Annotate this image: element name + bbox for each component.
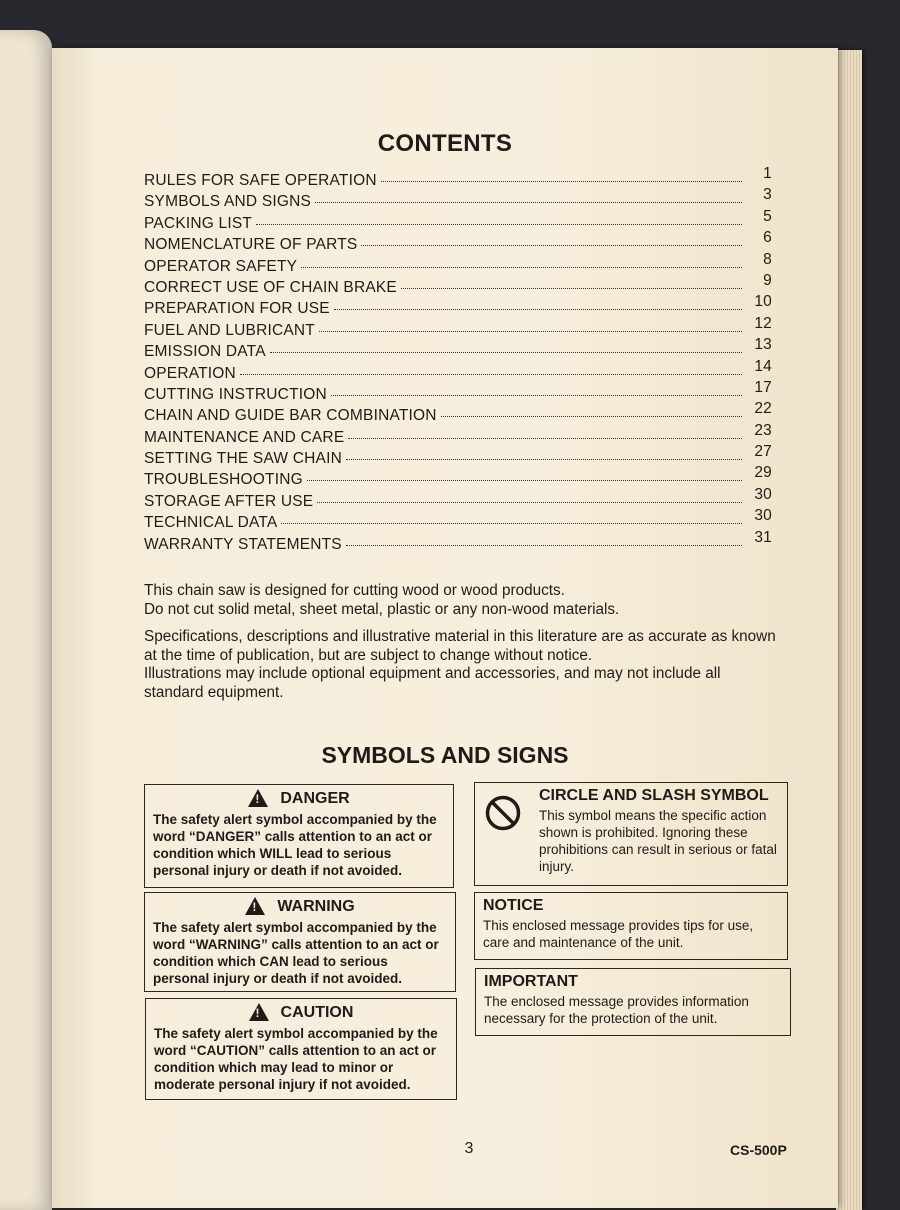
toc-page-number: 1 xyxy=(763,165,772,182)
toc-leader-dots xyxy=(346,459,742,460)
toc-row xyxy=(144,293,772,321)
toc-page-number: 8 xyxy=(763,250,772,268)
toc-label: CUTTING INSTRUCTION xyxy=(144,385,327,403)
toc-label: SYMBOLS AND SIGNS xyxy=(144,193,312,211)
illustrations-text: Illustrations may include optional equipment and accessories, and may not include all standard equipment. xyxy=(144,665,721,701)
safety-alert-icon xyxy=(245,897,265,915)
toc-row xyxy=(144,464,772,492)
warning-heading-text: WARNING xyxy=(277,897,355,915)
toc-leader-dots xyxy=(281,523,742,524)
circle-slash-heading: CIRCLE AND SLASH SYMBOL xyxy=(539,787,769,804)
toc-leader-dots xyxy=(319,331,742,332)
toc-leader-dots xyxy=(346,545,742,546)
toc-page-number: 14 xyxy=(754,357,772,375)
important-box xyxy=(475,968,791,1036)
toc-row xyxy=(144,336,772,364)
toc-page-number: 27 xyxy=(754,443,772,461)
warning-box xyxy=(144,892,456,992)
toc-label: PREPARATION FOR USE xyxy=(144,300,330,318)
toc-row xyxy=(144,443,772,471)
toc-row xyxy=(144,378,772,407)
toc-page-number: 29 xyxy=(754,464,772,482)
toc-leader-dots xyxy=(348,438,742,439)
danger-box xyxy=(144,784,454,888)
specs-text: Specifications, descriptions and illustrative material in this literature are as accurate as known at the time of publication, but are subject to change without notice. xyxy=(144,628,776,664)
toc-row xyxy=(144,400,772,428)
toc-row xyxy=(144,485,772,514)
toc-label: TECHNICAL DATA xyxy=(144,514,278,532)
toc-row xyxy=(144,528,772,557)
toc-leader-dots xyxy=(307,480,742,481)
toc-page-number: 12 xyxy=(754,314,772,332)
notice-box xyxy=(474,892,788,960)
circle-slash-box xyxy=(474,782,788,886)
specs-paragraph xyxy=(144,628,784,702)
danger-text: The safety alert symbol accompanied by the word “DANGER” calls attention to an act or condition which WILL lead to serious personal injury or death if not avoided. xyxy=(153,812,437,878)
toc-leader-dots xyxy=(331,395,742,396)
toc-label: CORRECT USE OF CHAIN BRAKE xyxy=(144,278,397,296)
page-stack-edge xyxy=(836,50,862,1210)
toc-label: WARRANTY STATEMENTS xyxy=(144,535,342,553)
facing-page-edge xyxy=(0,30,52,1210)
toc-label: FUEL AND LUBRICANT xyxy=(144,321,315,339)
toc-row xyxy=(144,357,772,386)
toc-page-number: 23 xyxy=(754,421,772,439)
table-of-contents xyxy=(144,165,772,557)
caution-box xyxy=(145,998,457,1100)
toc-page-number: 30 xyxy=(754,507,772,525)
toc-leader-dots xyxy=(315,202,742,203)
intro-paragraph xyxy=(144,582,784,619)
toc-leader-dots xyxy=(256,224,742,225)
notice-heading: NOTICE xyxy=(483,897,544,914)
toc-label: PACKING LIST xyxy=(144,214,253,232)
safety-alert-icon xyxy=(248,789,268,807)
toc-label: NOMENCLATURE OF PARTS xyxy=(144,236,358,254)
toc-row xyxy=(144,314,772,343)
toc-row xyxy=(144,271,772,300)
toc-page-number: 13 xyxy=(754,336,772,354)
circle-slash-icon xyxy=(485,795,521,831)
toc-label: RULES FOR SAFE OPERATION xyxy=(144,172,377,189)
toc-label: TROUBLESHOOTING xyxy=(144,471,303,489)
toc-leader-dots xyxy=(317,502,742,503)
toc-leader-dots xyxy=(240,374,742,375)
toc-leader-dots xyxy=(270,352,742,353)
toc-page-number: 31 xyxy=(754,528,772,546)
warning-heading xyxy=(153,895,447,917)
toc-label: OPERATOR SAFETY xyxy=(144,257,298,275)
caution-heading-text: CAUTION xyxy=(280,1003,354,1021)
toc-row xyxy=(144,250,772,279)
toc-row xyxy=(144,229,772,257)
toc-page-number: 30 xyxy=(754,485,772,503)
toc-leader-dots xyxy=(301,267,742,268)
toc-leader-dots xyxy=(334,309,742,310)
model-code: CS-500P xyxy=(730,1142,787,1158)
toc-label: OPERATION xyxy=(144,364,236,382)
toc-page-number: 3 xyxy=(763,186,772,204)
notice-text: This enclosed message provides tips for use, care and maintenance of the unit. xyxy=(483,918,754,950)
toc-label: EMISSION DATA xyxy=(144,343,266,361)
toc-page-number: 17 xyxy=(754,378,772,396)
circle-slash-text: This symbol means the specific action shown is prohibited. Ignoring these prohibitions can result in serious or fatal injury. xyxy=(539,808,777,874)
danger-heading xyxy=(153,787,445,809)
toc-page-number: 10 xyxy=(754,293,772,311)
toc-row xyxy=(144,421,772,450)
toc-page-number: 22 xyxy=(754,400,772,418)
toc-label: MAINTENANCE AND CARE xyxy=(144,428,345,446)
toc-page-number: 5 xyxy=(763,207,772,225)
toc-leader-dots xyxy=(401,288,742,289)
caution-text: The safety alert symbol accompanied by the word “CAUTION” calls attention to an act or condition which may lead to minor or moderate personal injury if not avoided. xyxy=(154,1026,438,1092)
danger-heading-text: DANGER xyxy=(280,789,350,807)
toc-label: STORAGE AFTER USE xyxy=(144,492,314,510)
important-text: The enclosed message provides information necessary for the protection of the unit. xyxy=(484,994,749,1026)
warning-text: The safety alert symbol accompanied by the word “WARNING” calls attention to an act or condition which CAN lead to serious personal injury or death if not avoided. xyxy=(153,920,439,986)
toc-label: CHAIN AND GUIDE BAR COMBINATION xyxy=(144,407,437,425)
toc-page-number: 6 xyxy=(763,229,772,247)
toc-label: SETTING THE SAW CHAIN xyxy=(144,450,342,468)
intro-line-1: This chain saw is designed for cutting wood or wood products. xyxy=(144,582,565,599)
caution-heading xyxy=(154,1001,448,1023)
important-heading: IMPORTANT xyxy=(484,973,578,990)
intro-line-2: Do not cut solid metal, sheet metal, plastic or any non-wood materials. xyxy=(144,600,620,618)
toc-leader-dots xyxy=(361,245,742,246)
toc-row xyxy=(144,186,772,214)
safety-alert-icon xyxy=(249,1003,269,1021)
contents-title: CONTENTS xyxy=(377,130,513,157)
toc-page-number: 9 xyxy=(763,271,772,289)
toc-row xyxy=(144,165,772,193)
toc-row xyxy=(144,507,772,535)
toc-leader-dots xyxy=(381,181,742,182)
manual-page xyxy=(52,48,838,1208)
toc-row xyxy=(144,207,772,236)
toc-leader-dots xyxy=(441,416,742,417)
symbols-title: SYMBOLS AND SIGNS xyxy=(321,742,569,768)
page-number: 3 xyxy=(464,1140,474,1157)
